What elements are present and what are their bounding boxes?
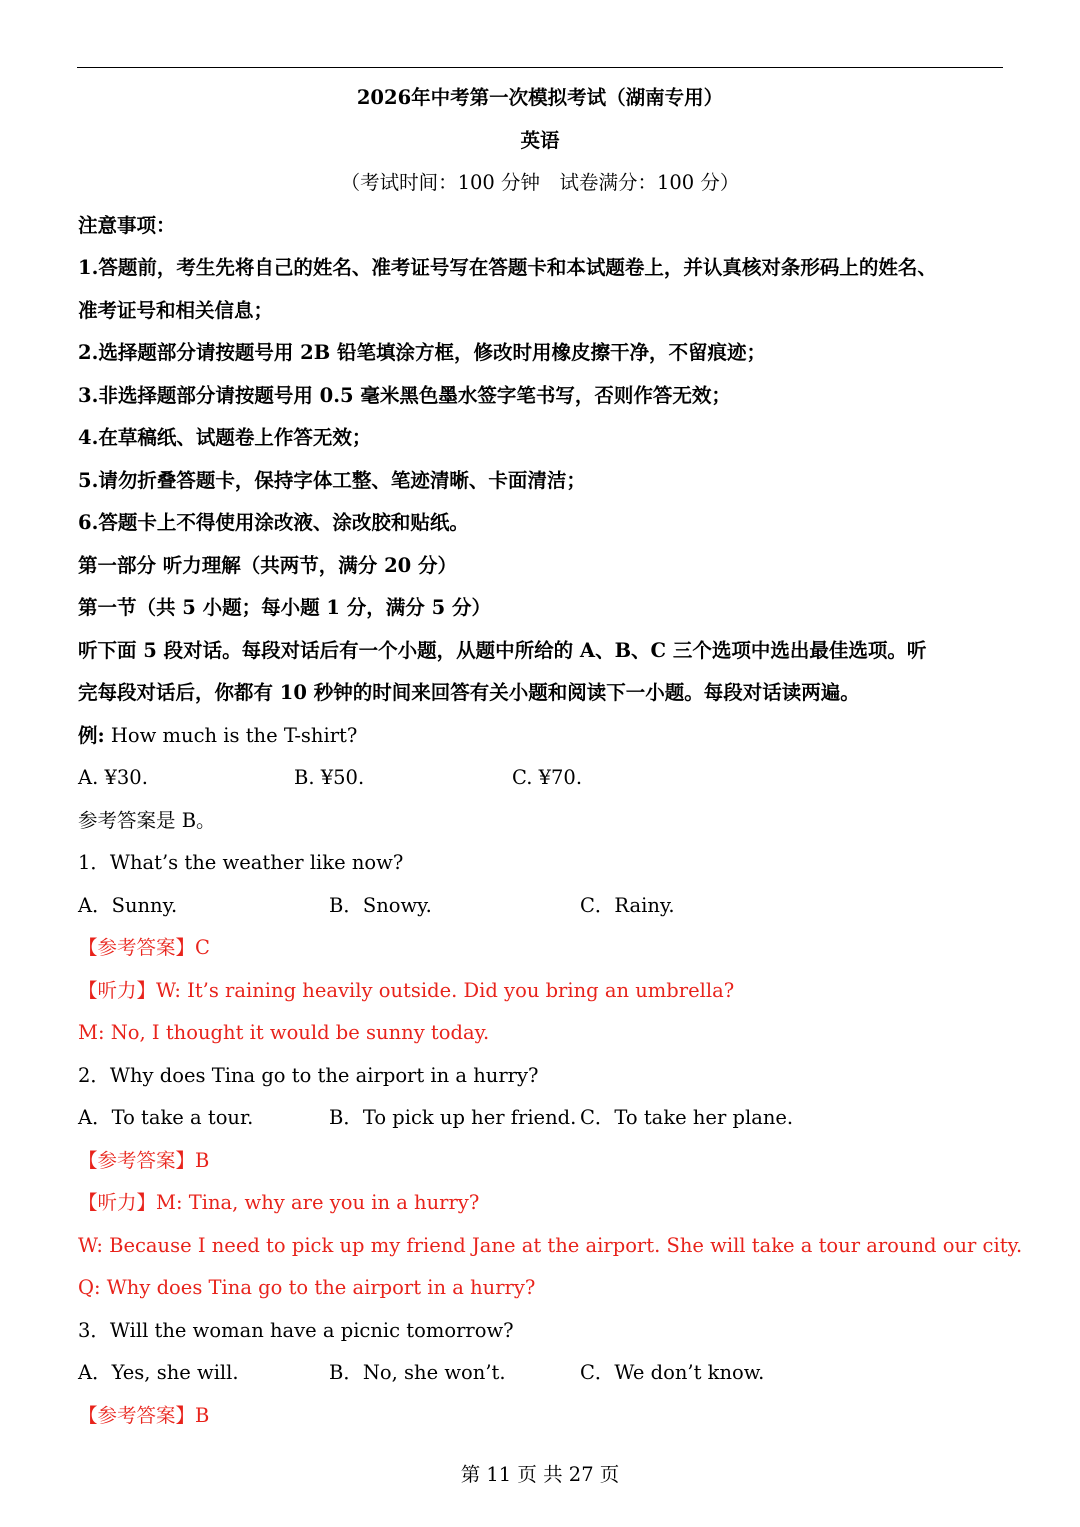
notice-item: 6.答题卡上不得使用涂改液、涂改胶和贴纸。 <box>78 511 469 534</box>
part-heading: 第一部分 听力理解（共两节，满分 20 分） <box>78 554 458 577</box>
exam-info: （考试时间：100 分钟 试卷满分：100 分） <box>340 171 740 194</box>
option-c: C．To take her plane. <box>580 1106 794 1129</box>
option-a: A．To take a tour. <box>78 1106 254 1129</box>
option-c: C．Rainy. <box>580 894 675 917</box>
example-answer: 参考答案是 B。 <box>78 809 216 832</box>
exam-title: 2026年中考第一次模拟考试（湖南专用） <box>356 86 724 109</box>
answer-2: 【参考答案】B <box>78 1149 210 1172</box>
notice-item: 3.非选择题部分请按题号用 0.5 毫米黑色墨水签字笔书写，否则作答无效； <box>78 384 731 407</box>
subject-title: 英语 <box>520 129 560 152</box>
option-b: B．To pick up her friend. <box>329 1106 577 1129</box>
question-2: 2．Why does Tina go to the airport in a hurry? <box>78 1064 539 1087</box>
question-1: 1．What’s the weather like now? <box>78 851 404 874</box>
question-3-options <box>78 1358 1004 1388</box>
example-question <box>78 721 1004 751</box>
example-options <box>78 763 1004 793</box>
option-c: C．We don’t know. <box>580 1361 765 1384</box>
option-a: A．Sunny. <box>78 894 178 917</box>
notice-item: 2.选择题部分请按题号用 2B 铅笔填涂方框，修改时用橡皮擦干净，不留痕迹； <box>78 341 766 364</box>
notice-item: 准考证号和相关信息； <box>78 299 274 322</box>
transcript-line: 【听力】W: It’s raining heavily outside. Did you bring an umbrella? <box>78 979 735 1002</box>
option-b: B．No, she won’t. <box>329 1361 506 1384</box>
transcript-line: 【听力】M: Tina, why are you in a hurry? <box>78 1191 480 1214</box>
transcript-line: W: Because I need to pick up my friend Jane at the airport. She will take a tour around our city. <box>78 1234 1023 1257</box>
example-question-text: How much is the T-shirt? <box>104 724 358 747</box>
instructions-line: 完每段对话后，你都有 10 秒钟的时间来回答有关小题和阅读下一小题。每段对话读两遍。 <box>78 681 860 704</box>
notice-item: 5.请勿折叠答题卡，保持字体工整、笔迹清晰、卡面清洁； <box>78 469 586 492</box>
example-label: 例: <box>78 724 105 747</box>
example-option-a: A. ¥30. <box>78 766 148 789</box>
answer-3: 【参考答案】B <box>78 1404 210 1427</box>
example-option-c: C. ¥70. <box>512 766 583 789</box>
notice-item: 4.在草稿纸、试题卷上作答无效； <box>78 426 372 449</box>
page-number: 第 11 页 共 27 页 <box>460 1463 620 1486</box>
notice-heading: 注意事项： <box>78 214 176 237</box>
option-a: A．Yes, she will. <box>78 1361 239 1384</box>
transcript-line: M: No, I thought it would be sunny today. <box>78 1021 490 1044</box>
transcript-line: Q: Why does Tina go to the airport in a hurry? <box>78 1276 536 1299</box>
header-rule <box>77 67 1003 68</box>
example-option-b: B. ¥50. <box>294 766 365 789</box>
option-b: B．Snowy. <box>329 894 432 917</box>
notice-item: 1.答题前，考生先将自己的姓名、准考证号写在答题卡和本试题卷上，并认真核对条形码上的姓名、 <box>78 256 937 279</box>
answer-1: 【参考答案】C <box>78 936 210 959</box>
section-heading: 第一节（共 5 小题；每小题 1 分，满分 5 分） <box>78 596 491 619</box>
question-1-options <box>78 891 1004 921</box>
question-2-options <box>78 1103 1004 1133</box>
instructions-line: 听下面 5 段对话。每段对话后有一个小题，从题中所给的 A、B、C 三个选项中选出最佳选项。听 <box>78 639 927 662</box>
question-3: 3．Will the woman have a picnic tomorrow? <box>78 1319 514 1342</box>
